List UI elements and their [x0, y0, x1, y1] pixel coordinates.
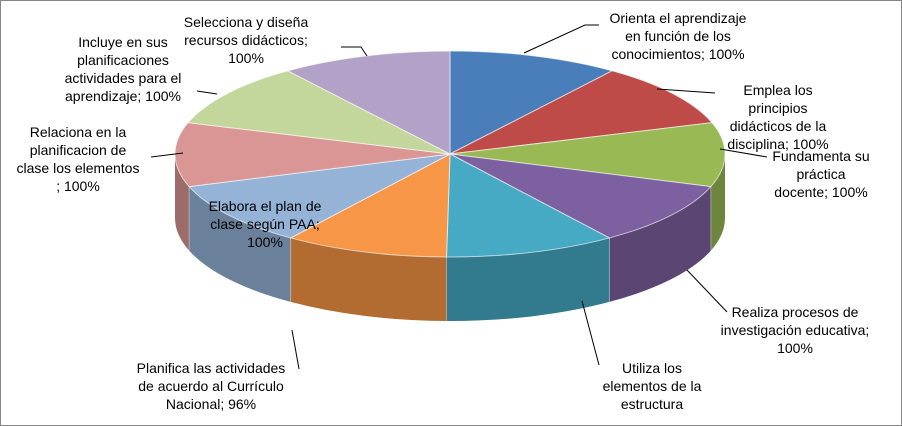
leader-line-7	[197, 91, 217, 94]
data-label-relaciona: Relaciona en la planificacion de clase los elementos ; 100%	[16, 124, 140, 194]
data-label-utiliza: Utiliza los elementos de la estructura	[602, 360, 702, 412]
data-label-emplea: Emplea los principios didácticos de la disciplina; 100%	[727, 82, 829, 152]
data-label-realiza: Realiza procesos de investigación educativa; 100%	[720, 304, 870, 356]
data-label-selecciona: Selecciona y diseña recursos didácticos; 100%	[183, 14, 309, 66]
data-label-planifica: Planifica las actividades de acuerdo al Currículo Nacional; 96%	[136, 360, 286, 412]
data-label-fundamenta: Fundamenta su práctica docente; 100%	[772, 148, 870, 200]
data-label-incluye: Incluye en sus planificaciones actividades para el aprendizaje; 100%	[64, 34, 182, 104]
data-label-orienta: Orienta el aprendizaje en función de los conocimientos; 100%	[609, 10, 747, 62]
leader-line-8	[341, 47, 367, 56]
leader-line-0	[524, 25, 599, 53]
leader-line-4	[582, 301, 599, 365]
data-label-elabora: Elabora el plan de clase según PAA; 100%	[208, 198, 322, 250]
